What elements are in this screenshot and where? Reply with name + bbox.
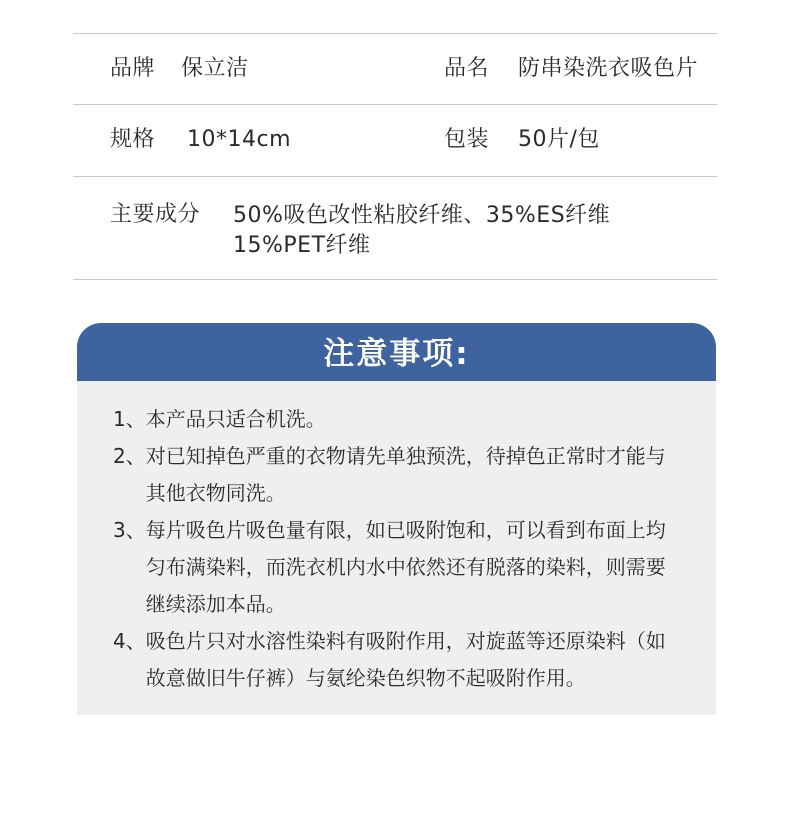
notice-item-text <box>146 438 666 512</box>
notice-item-number: 2、 <box>113 444 146 468</box>
product-name-value: 防串染洗衣吸色片 <box>518 56 699 81</box>
notice-item-number: 3、 <box>113 518 146 542</box>
package-label: 包装 <box>444 127 490 152</box>
package-value: 50片/包 <box>518 127 600 152</box>
notice-item-line: 本产品只适合机洗。 <box>145 407 326 431</box>
notice-list <box>113 401 693 697</box>
ingredients-line: 15%PET纤维 <box>233 233 371 258</box>
notice-item-line: 其他衣物同洗。 <box>145 481 286 505</box>
notice-item <box>113 438 693 512</box>
notice-item-line: 匀布满染料，而洗衣机内水中依然还有脱落的染料，则需要 <box>145 555 666 579</box>
spec-table <box>73 33 717 280</box>
notice-item <box>113 623 693 697</box>
notice-item-text <box>146 401 326 438</box>
spec-row-brand <box>73 34 717 104</box>
notice-body <box>77 381 716 715</box>
notice-item-line: 对已知掉色严重的衣物请先单独预洗，待掉色正常时才能与 <box>145 444 666 468</box>
notice-item-line: 吸色片只对水溶性染料有吸附作用，对旋蓝等还原染料（如 <box>145 629 666 653</box>
notice-item <box>113 401 693 438</box>
size-value: 10*14cm <box>187 127 292 152</box>
ingredients-line: 50%吸色改性粘胶纤维、35%ES纤维 <box>233 203 611 228</box>
notice-item-number: 1、 <box>113 407 146 431</box>
brand-label: 品牌 <box>110 56 156 81</box>
brand-value: 保立洁 <box>181 56 249 81</box>
notice-item-line: 继续添加本品。 <box>145 592 286 616</box>
notice-item-text <box>146 512 666 623</box>
notice-item-text <box>146 623 666 697</box>
notice-item-line: 故意做旧牛仔裤）与氨纶染色织物不起吸附作用。 <box>145 666 586 690</box>
notice-panel <box>77 323 716 715</box>
ingredients-label: 主要成分 <box>110 202 201 227</box>
notice-item-line: 每片吸色片吸色量有限，如已吸附饱和，可以看到布面上均 <box>145 518 666 542</box>
product-name-label: 品名 <box>444 56 490 81</box>
ingredients-value <box>233 201 653 261</box>
spec-row-size <box>73 105 717 176</box>
notice-title: 注意事项: <box>77 323 716 381</box>
divider <box>73 279 717 280</box>
spec-row-ingredients <box>73 177 717 279</box>
size-label: 规格 <box>110 127 156 152</box>
notice-item-number: 4、 <box>113 629 146 653</box>
notice-item <box>113 512 693 623</box>
